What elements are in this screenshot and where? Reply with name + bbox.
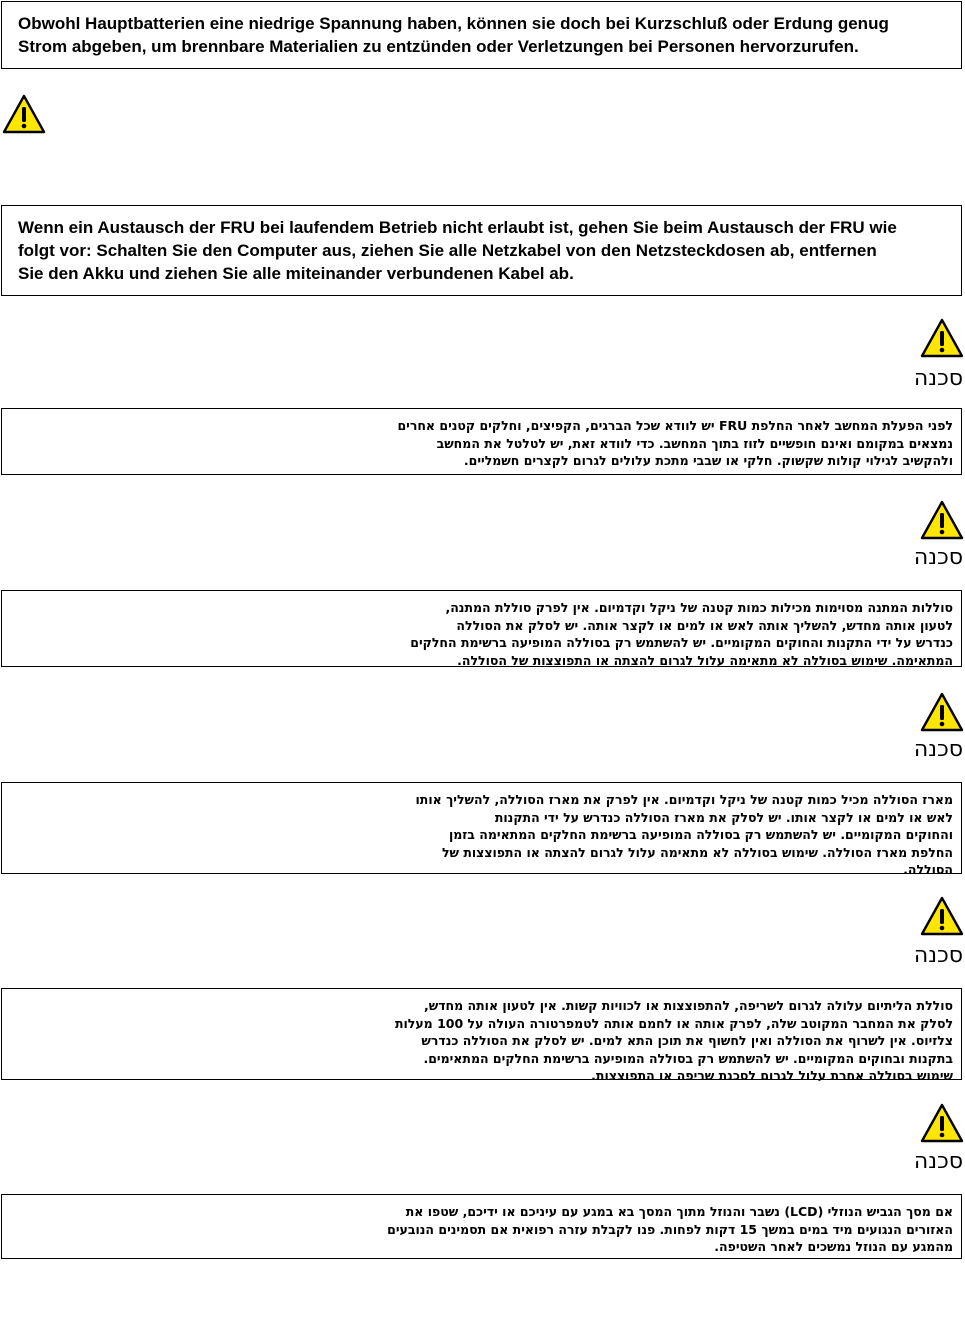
danger-label: סכנה	[913, 545, 963, 570]
warning-triangle-icon	[920, 1103, 964, 1143]
notice-text: מארז הסוללה מכיל כמות קטנה של ניקל וקדמיום. אין לפרק את מארז הסוללה, להשליך אותו לאש או למים או לקצר אותו. יש לסלק את מארז הסוללה כנדרש על ידי התקנות והחוקים המקומיים. יש להשתמש רק בסוללה המופיעה ברשימת החלקים המתאימה בזמן החלפת מארז הסוללה. שימוש בסוללה לא מתאימה עלול לגרום להצתה או התפוצצות של הסוללה.	[415, 792, 953, 877]
danger-label: סכנה	[913, 943, 963, 968]
notice-box-he-2	[1, 590, 962, 667]
warning-triangle-icon	[920, 896, 964, 936]
notice-text: Wenn ein Austausch der FRU bei laufendem Betrieb nicht erlaubt ist, gehen Sie beim Austausch der FRU wie folgt vor: Schalten Sie den Computer aus, ziehen Sie alle Netzkabel von den Netzsteckdosen ab, entfernen Sie den Akku und ziehen Sie alle miteinander verbundenen Kabel ab.	[18, 218, 897, 283]
warning-triangle-icon	[2, 94, 46, 134]
notice-box-he-1	[1, 408, 962, 475]
notice-text: סוללת הליתיום עלולה לגרום לשריפה, להתפוצצות או לכוויות קשות. אין לטעון אותה מחדש, לסלק את המחבר המקוטב שלה, לפרק אותה או לחמם אותה לטמפרטורה העולה על 100 מעלות צלזיוס. אין לשרוף את הסוללה ואין לחשוף את תוכן התא למים. יש לסלק את הסוללה כנדרש בתקנות ובחוקים המקומיים. יש להשתמש רק בסוללה המופיעה ברשימת החלקים המתאימים. שימוש בסוללה אחרת עלול לגרום לסכנת שריפה או התפוצצות.	[394, 998, 953, 1083]
warning-triangle-icon	[920, 500, 964, 540]
notice-text: סוללות המתנה מסוימות מכילות כמות קטנה של ניקל וקדמיום. אין לפרק סוללת המתנה, לטעון אותה מחדש, להשליך אותה לאש או למים או לקצר אותה. יש לסלק את הסוללה כנדרש על ידי התקנות והחוקים המקומיים. יש להשתמש רק בסוללה המופיעה ברשימת החלקים המתאימה. שימוש בסוללה לא מתאימה עלול לגרום להצתה או התפוצצות של הסוללה.	[410, 600, 953, 668]
warning-triangle-icon	[920, 318, 964, 358]
danger-label: סכנה	[913, 1149, 963, 1174]
notice-text: Obwohl Hauptbatterien eine niedrige Spannung haben, können sie doch bei Kurzschluß oder Erdung genug Strom abgeben, um brennbare Materialien zu entzünden oder Verletzungen bei Personen hervorzurufen.	[18, 14, 889, 56]
notice-box-de-2	[1, 205, 962, 296]
warning-triangle-icon	[920, 692, 964, 732]
danger-label: סכנה	[913, 366, 963, 391]
notice-box-he-3	[1, 782, 962, 877]
notice-box-de-1	[1, 1, 962, 69]
notice-text: אם מסך הגביש הנוזלי (LCD) נשבר והנוזל מתוך המסך בא במגע עם עיניכם או ידיכם, שטפו את האזורים הנגועים מיד במים במשך 15 דקות לפחות. פנו לקבלת עזרה רפואית אם תסמינים הנובעים מהמגע עם הנוזל נמשכים לאחר השטיפה.	[387, 1204, 953, 1254]
notice-box-he-4	[1, 988, 962, 1083]
notice-box-he-5	[1, 1194, 962, 1259]
danger-label: סכנה	[913, 737, 963, 762]
notice-text: לפני הפעלת המחשב לאחר החלפת FRU יש לוודא שכל הברגים, הקפיצים, וחלקים קטנים אחרים נמצאים במקומם ואינם חופשיים לזוז בתוך המחשב. כדי לוודא זאת, יש לטלטל את המחשב ולהקשיב לגילוי קולות שקשוק. חלקי או שבבי מתכת עלולים לגרום לקצרים חשמליים.	[397, 418, 953, 468]
